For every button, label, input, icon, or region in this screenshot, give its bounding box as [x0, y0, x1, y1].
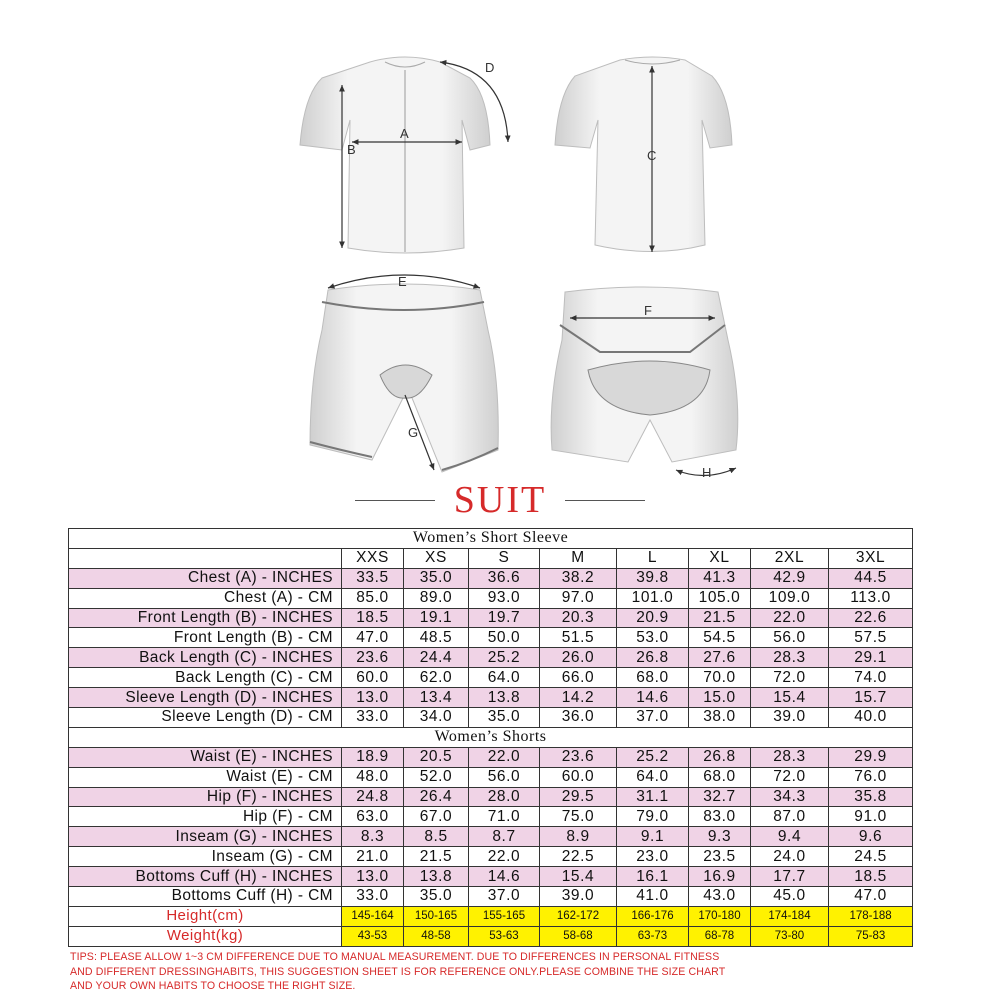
table-cell: 56.0	[469, 767, 540, 787]
weight-cell: 58-68	[540, 926, 617, 946]
title-rule-right	[565, 500, 645, 501]
table-cell: 113.0	[829, 588, 913, 608]
table-cell: 18.5	[829, 867, 913, 887]
weight-cell: 68-78	[689, 926, 751, 946]
size-header: S	[469, 548, 540, 568]
table-cell: 43.0	[689, 887, 751, 907]
suit-title: SUIT	[453, 479, 547, 521]
table-cell: 79.0	[617, 807, 689, 827]
size-header: L	[617, 548, 689, 568]
table-cell: 39.0	[751, 708, 829, 728]
table-cell: 8.3	[342, 827, 404, 847]
row-label: Hip (F) - CM	[69, 807, 342, 827]
row-label: Waist (E) - INCHES	[69, 747, 342, 767]
table-cell: 45.0	[751, 887, 829, 907]
size-header: M	[540, 548, 617, 568]
table-cell: 37.0	[617, 708, 689, 728]
table-cell: 20.5	[404, 747, 469, 767]
table-cell: 85.0	[342, 588, 404, 608]
table-cell: 36.0	[540, 708, 617, 728]
table-cell: 17.7	[751, 867, 829, 887]
table-cell: 13.8	[469, 688, 540, 708]
height-cell: 145-164	[342, 906, 404, 926]
suit-title-bar	[0, 478, 1000, 522]
table-cell: 89.0	[404, 588, 469, 608]
size-header: 3XL	[829, 548, 913, 568]
table-cell: 35.0	[404, 887, 469, 907]
table-cell: 24.0	[751, 847, 829, 867]
label-e: E	[398, 274, 407, 289]
shorts-heading: Women’s Shorts	[69, 727, 913, 747]
size-header: 2XL	[751, 548, 829, 568]
table-cell: 39.8	[617, 568, 689, 588]
height-cell: 174-184	[751, 906, 829, 926]
table-cell: 38.2	[540, 568, 617, 588]
size-header: XS	[404, 548, 469, 568]
table-cell: 66.0	[540, 668, 617, 688]
table-row	[69, 668, 913, 688]
table-cell: 15.4	[751, 688, 829, 708]
table-cell: 109.0	[751, 588, 829, 608]
row-label: Back Length (C) - INCHES	[69, 648, 342, 668]
row-label: Chest (A) - CM	[69, 588, 342, 608]
table-cell: 23.5	[689, 847, 751, 867]
table-cell: 60.0	[342, 668, 404, 688]
height-cell: 162-172	[540, 906, 617, 926]
table-cell: 15.0	[689, 688, 751, 708]
table-cell: 14.6	[617, 688, 689, 708]
table-cell: 48.0	[342, 767, 404, 787]
table-cell: 22.0	[469, 747, 540, 767]
table-cell: 54.5	[689, 628, 751, 648]
table-cell: 23.0	[617, 847, 689, 867]
table-cell: 71.0	[469, 807, 540, 827]
row-label: Hip (F) - INCHES	[69, 787, 342, 807]
table-cell: 47.0	[829, 887, 913, 907]
table-cell: 42.9	[751, 568, 829, 588]
table-cell: 27.6	[689, 648, 751, 668]
table-cell: 53.0	[617, 628, 689, 648]
weight-cell: 63-73	[617, 926, 689, 946]
table-cell: 93.0	[469, 588, 540, 608]
table-cell: 24.8	[342, 787, 404, 807]
table-cell: 72.0	[751, 668, 829, 688]
label-b: B	[347, 142, 356, 157]
table-cell: 105.0	[689, 588, 751, 608]
table-cell: 20.3	[540, 608, 617, 628]
jersey-back	[555, 57, 732, 252]
table-row	[69, 568, 913, 588]
table-cell: 29.5	[540, 787, 617, 807]
table-cell: 101.0	[617, 588, 689, 608]
weight-cell: 48-58	[404, 926, 469, 946]
table-cell: 21.5	[689, 608, 751, 628]
row-label: Inseam (G) - CM	[69, 847, 342, 867]
table-cell: 13.4	[404, 688, 469, 708]
table-cell: 52.0	[404, 767, 469, 787]
table-cell: 62.0	[404, 668, 469, 688]
tips-line: TIPS: PLEASE ALLOW 1~3 CM DIFFERENCE DUE TO MANUAL MEASUREMENT. DUE TO DIFFERENCES IN PERSONAL FITNESS	[70, 951, 720, 963]
table-cell: 23.6	[342, 648, 404, 668]
table-cell: 9.3	[689, 827, 751, 847]
table-row	[69, 787, 913, 807]
table-cell: 50.0	[469, 628, 540, 648]
table-cell: 35.0	[469, 708, 540, 728]
table-cell: 70.0	[689, 668, 751, 688]
table-cell: 48.5	[404, 628, 469, 648]
table-cell: 56.0	[751, 628, 829, 648]
label-g: G	[408, 425, 419, 440]
table-cell: 76.0	[829, 767, 913, 787]
table-row	[69, 847, 913, 867]
table-row	[69, 688, 913, 708]
table-cell: 22.0	[469, 847, 540, 867]
table-cell: 64.0	[617, 767, 689, 787]
table-cell: 68.0	[617, 668, 689, 688]
label-c: C	[647, 148, 657, 163]
height-label: Height(cm)	[69, 906, 342, 926]
row-label: Bottoms Cuff (H) - CM	[69, 887, 342, 907]
height-cell: 155-165	[469, 906, 540, 926]
table-cell: 21.5	[404, 847, 469, 867]
table-cell: 25.2	[469, 648, 540, 668]
table-cell: 13.0	[342, 688, 404, 708]
table-cell: 22.5	[540, 847, 617, 867]
table-cell: 34.3	[751, 787, 829, 807]
table-cell: 36.6	[469, 568, 540, 588]
table-cell: 74.0	[829, 668, 913, 688]
table-cell: 20.9	[617, 608, 689, 628]
table-cell: 29.9	[829, 747, 913, 767]
table-cell: 8.7	[469, 827, 540, 847]
weight-cell: 75-83	[829, 926, 913, 946]
table-cell: 9.6	[829, 827, 913, 847]
table-cell: 41.3	[689, 568, 751, 588]
shorts-heading-row	[69, 727, 913, 747]
table-cell: 28.3	[751, 747, 829, 767]
table-row	[69, 827, 913, 847]
table-cell: 18.9	[342, 747, 404, 767]
table-row	[69, 588, 913, 608]
table-cell: 35.0	[404, 568, 469, 588]
row-label: Sleeve Length (D) - INCHES	[69, 688, 342, 708]
table-row	[69, 747, 913, 767]
table-cell: 37.0	[469, 887, 540, 907]
weight-cell: 53-63	[469, 926, 540, 946]
row-label: Front Length (B) - CM	[69, 628, 342, 648]
table-cell: 25.2	[617, 747, 689, 767]
table-cell: 31.1	[617, 787, 689, 807]
table-cell: 14.2	[540, 688, 617, 708]
tips-line: AND DIFFERENT DRESSINGHABITS, THIS SUGGESTION SHEET IS FOR REFERENCE ONLY.PLEASE COMBINE THE SIZE CHART	[70, 965, 726, 978]
table-row	[69, 807, 913, 827]
tips-note	[70, 950, 950, 994]
table-cell: 28.0	[469, 787, 540, 807]
table-cell: 75.0	[540, 807, 617, 827]
table-cell: 22.0	[751, 608, 829, 628]
table-row	[69, 867, 913, 887]
table-cell: 14.6	[469, 867, 540, 887]
table-cell: 87.0	[751, 807, 829, 827]
height-cell: 178-188	[829, 906, 913, 926]
table-cell: 64.0	[469, 668, 540, 688]
shorts-front	[310, 274, 498, 472]
table-cell: 13.0	[342, 867, 404, 887]
table-cell: 26.8	[617, 648, 689, 668]
height-cell: 150-165	[404, 906, 469, 926]
table-row	[69, 708, 913, 728]
label-f: F	[644, 303, 652, 318]
weight-label: Weight(kg)	[69, 926, 342, 946]
label-h: H	[702, 465, 712, 480]
table-cell: 29.1	[829, 648, 913, 668]
table-cell: 23.6	[540, 747, 617, 767]
row-label: Inseam (G) - INCHES	[69, 827, 342, 847]
short-sleeve-heading-row	[69, 529, 913, 549]
table-row	[69, 767, 913, 787]
table-cell: 33.0	[342, 887, 404, 907]
table-cell: 83.0	[689, 807, 751, 827]
short-sleeve-heading: Women’s Short Sleeve	[69, 529, 913, 549]
table-cell: 15.4	[540, 867, 617, 887]
size-header-row	[69, 548, 913, 568]
table-cell: 9.4	[751, 827, 829, 847]
row-label: Front Length (B) - INCHES	[69, 608, 342, 628]
jersey-front	[300, 57, 508, 253]
row-label: Back Length (C) - CM	[69, 668, 342, 688]
table-row	[69, 628, 913, 648]
table-row	[69, 648, 913, 668]
table-cell: 26.8	[689, 747, 751, 767]
table-cell: 19.1	[404, 608, 469, 628]
table-cell: 34.0	[404, 708, 469, 728]
table-cell: 97.0	[540, 588, 617, 608]
weight-cell: 73-80	[751, 926, 829, 946]
table-cell: 63.0	[342, 807, 404, 827]
table-cell: 91.0	[829, 807, 913, 827]
table-cell: 33.5	[342, 568, 404, 588]
table-cell: 44.5	[829, 568, 913, 588]
table-cell: 18.5	[342, 608, 404, 628]
table-cell: 47.0	[342, 628, 404, 648]
table-cell: 32.7	[689, 787, 751, 807]
height-cell: 166-176	[617, 906, 689, 926]
table-cell: 22.6	[829, 608, 913, 628]
table-cell: 41.0	[617, 887, 689, 907]
table-cell: 57.5	[829, 628, 913, 648]
table-cell: 35.8	[829, 787, 913, 807]
table-cell: 67.0	[404, 807, 469, 827]
table-cell: 68.0	[689, 767, 751, 787]
table-cell: 13.8	[404, 867, 469, 887]
row-label: Sleeve Length (D) - CM	[69, 708, 342, 728]
table-cell: 19.7	[469, 608, 540, 628]
table-cell: 8.9	[540, 827, 617, 847]
table-cell: 38.0	[689, 708, 751, 728]
table-cell: 9.1	[617, 827, 689, 847]
table-cell: 39.0	[540, 887, 617, 907]
table-cell: 28.3	[751, 648, 829, 668]
weight-cell: 43-53	[342, 926, 404, 946]
label-d: D	[485, 60, 495, 75]
table-cell: 21.0	[342, 847, 404, 867]
size-header: XXS	[342, 548, 404, 568]
table-cell: 16.1	[617, 867, 689, 887]
table-cell: 26.0	[540, 648, 617, 668]
table-cell: 24.4	[404, 648, 469, 668]
label-a: A	[400, 126, 409, 141]
table-cell: 40.0	[829, 708, 913, 728]
weight-row	[69, 926, 913, 946]
table-cell: 16.9	[689, 867, 751, 887]
table-cell: 15.7	[829, 688, 913, 708]
table-cell: 72.0	[751, 767, 829, 787]
tips-line: AND YOUR OWN HABITS TO CHOOSE THE RIGHT SIZE.	[70, 980, 356, 992]
size-header-blank	[69, 548, 342, 568]
table-cell: 51.5	[540, 628, 617, 648]
table-cell: 60.0	[540, 767, 617, 787]
table-row	[69, 608, 913, 628]
table-row	[69, 887, 913, 907]
row-label: Chest (A) - INCHES	[69, 568, 342, 588]
shorts-back	[551, 287, 738, 480]
size-header: XL	[689, 548, 751, 568]
row-label: Waist (E) - CM	[69, 767, 342, 787]
table-cell: 8.5	[404, 827, 469, 847]
row-label: Bottoms Cuff (H) - INCHES	[69, 867, 342, 887]
height-row	[69, 906, 913, 926]
table-cell: 33.0	[342, 708, 404, 728]
size-chart-table	[68, 528, 913, 947]
height-cell: 170-180	[689, 906, 751, 926]
table-cell: 26.4	[404, 787, 469, 807]
table-cell: 24.5	[829, 847, 913, 867]
